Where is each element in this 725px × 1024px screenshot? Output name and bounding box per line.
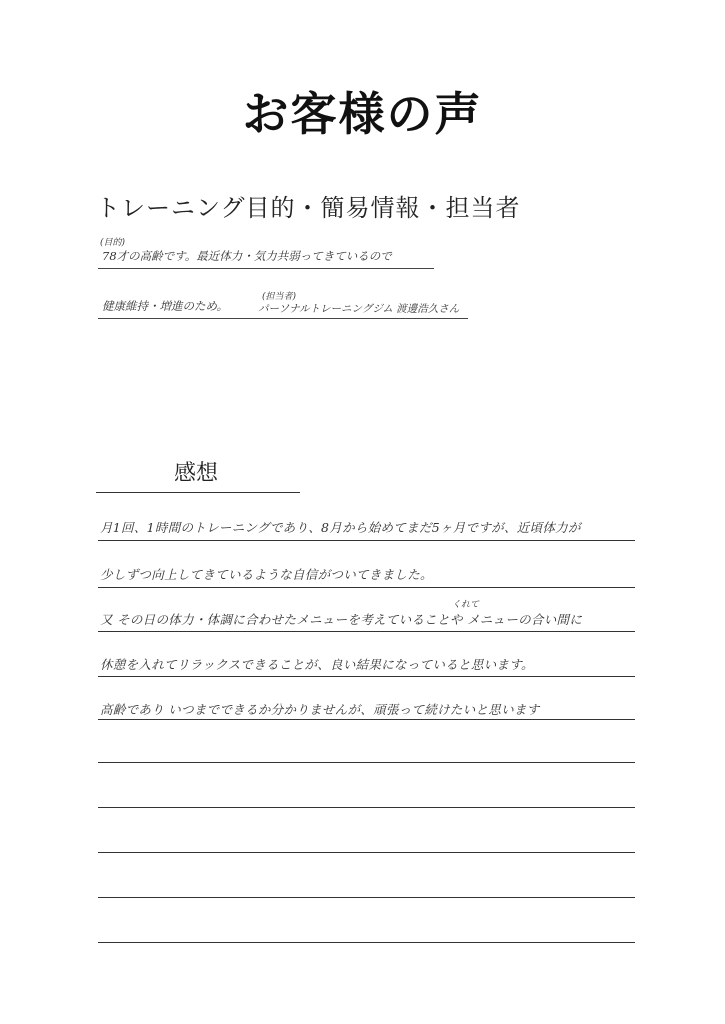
- trainer-name: パーソナルトレーニングジム 渡邊浩久さん: [258, 303, 460, 315]
- ruled-line-2: [98, 587, 635, 588]
- ruled-line-4: [98, 676, 635, 677]
- impressions-heading-underline: [96, 492, 300, 493]
- ruled-line-6: [98, 762, 635, 763]
- purpose-underline-2: [98, 318, 468, 319]
- impressions-heading: 感想: [174, 461, 219, 486]
- ruled-line-9: [98, 897, 635, 898]
- purpose-line-2: 健康維持・増進のため。: [102, 299, 229, 313]
- page-title: お客様の声: [242, 87, 483, 141]
- impression-line-5: 高齢であり いつまでできるか分かりませんが、頑張って続けたいと思います: [100, 702, 540, 717]
- trainer-tag: (担当者): [262, 292, 297, 302]
- ruled-line-5: [98, 719, 635, 720]
- ruled-line-1: [98, 540, 635, 541]
- impression-line-2: 少しずつ向上してきているような自信がついてきました。: [100, 567, 433, 582]
- ruled-line-8: [98, 852, 635, 853]
- ruled-line-3: [98, 631, 635, 632]
- ruled-line-10: [98, 942, 635, 943]
- ruled-line-7: [98, 807, 635, 808]
- purpose-tag: (目的): [100, 238, 126, 248]
- impression-line-1: 月1回、1時間のトレーニングであり、8月から始めてまだ5ヶ月ですが、近頃体力が: [100, 520, 581, 535]
- section-heading: トレーニング目的・簡易情報・担当者: [96, 194, 521, 222]
- impression-line-3: 又 その日の体力・体調に合わせたメニューを考えていることや メニューの合い間に: [100, 612, 583, 627]
- purpose-underline-1: [98, 268, 434, 269]
- purpose-line-1: 78才の高齢です。最近体力・気力共弱ってきているので: [102, 249, 392, 263]
- insert-note: くれて: [452, 600, 480, 610]
- impression-line-4: 休憩を入れてリラックスできることが、良い結果になっていると思います。: [100, 657, 534, 672]
